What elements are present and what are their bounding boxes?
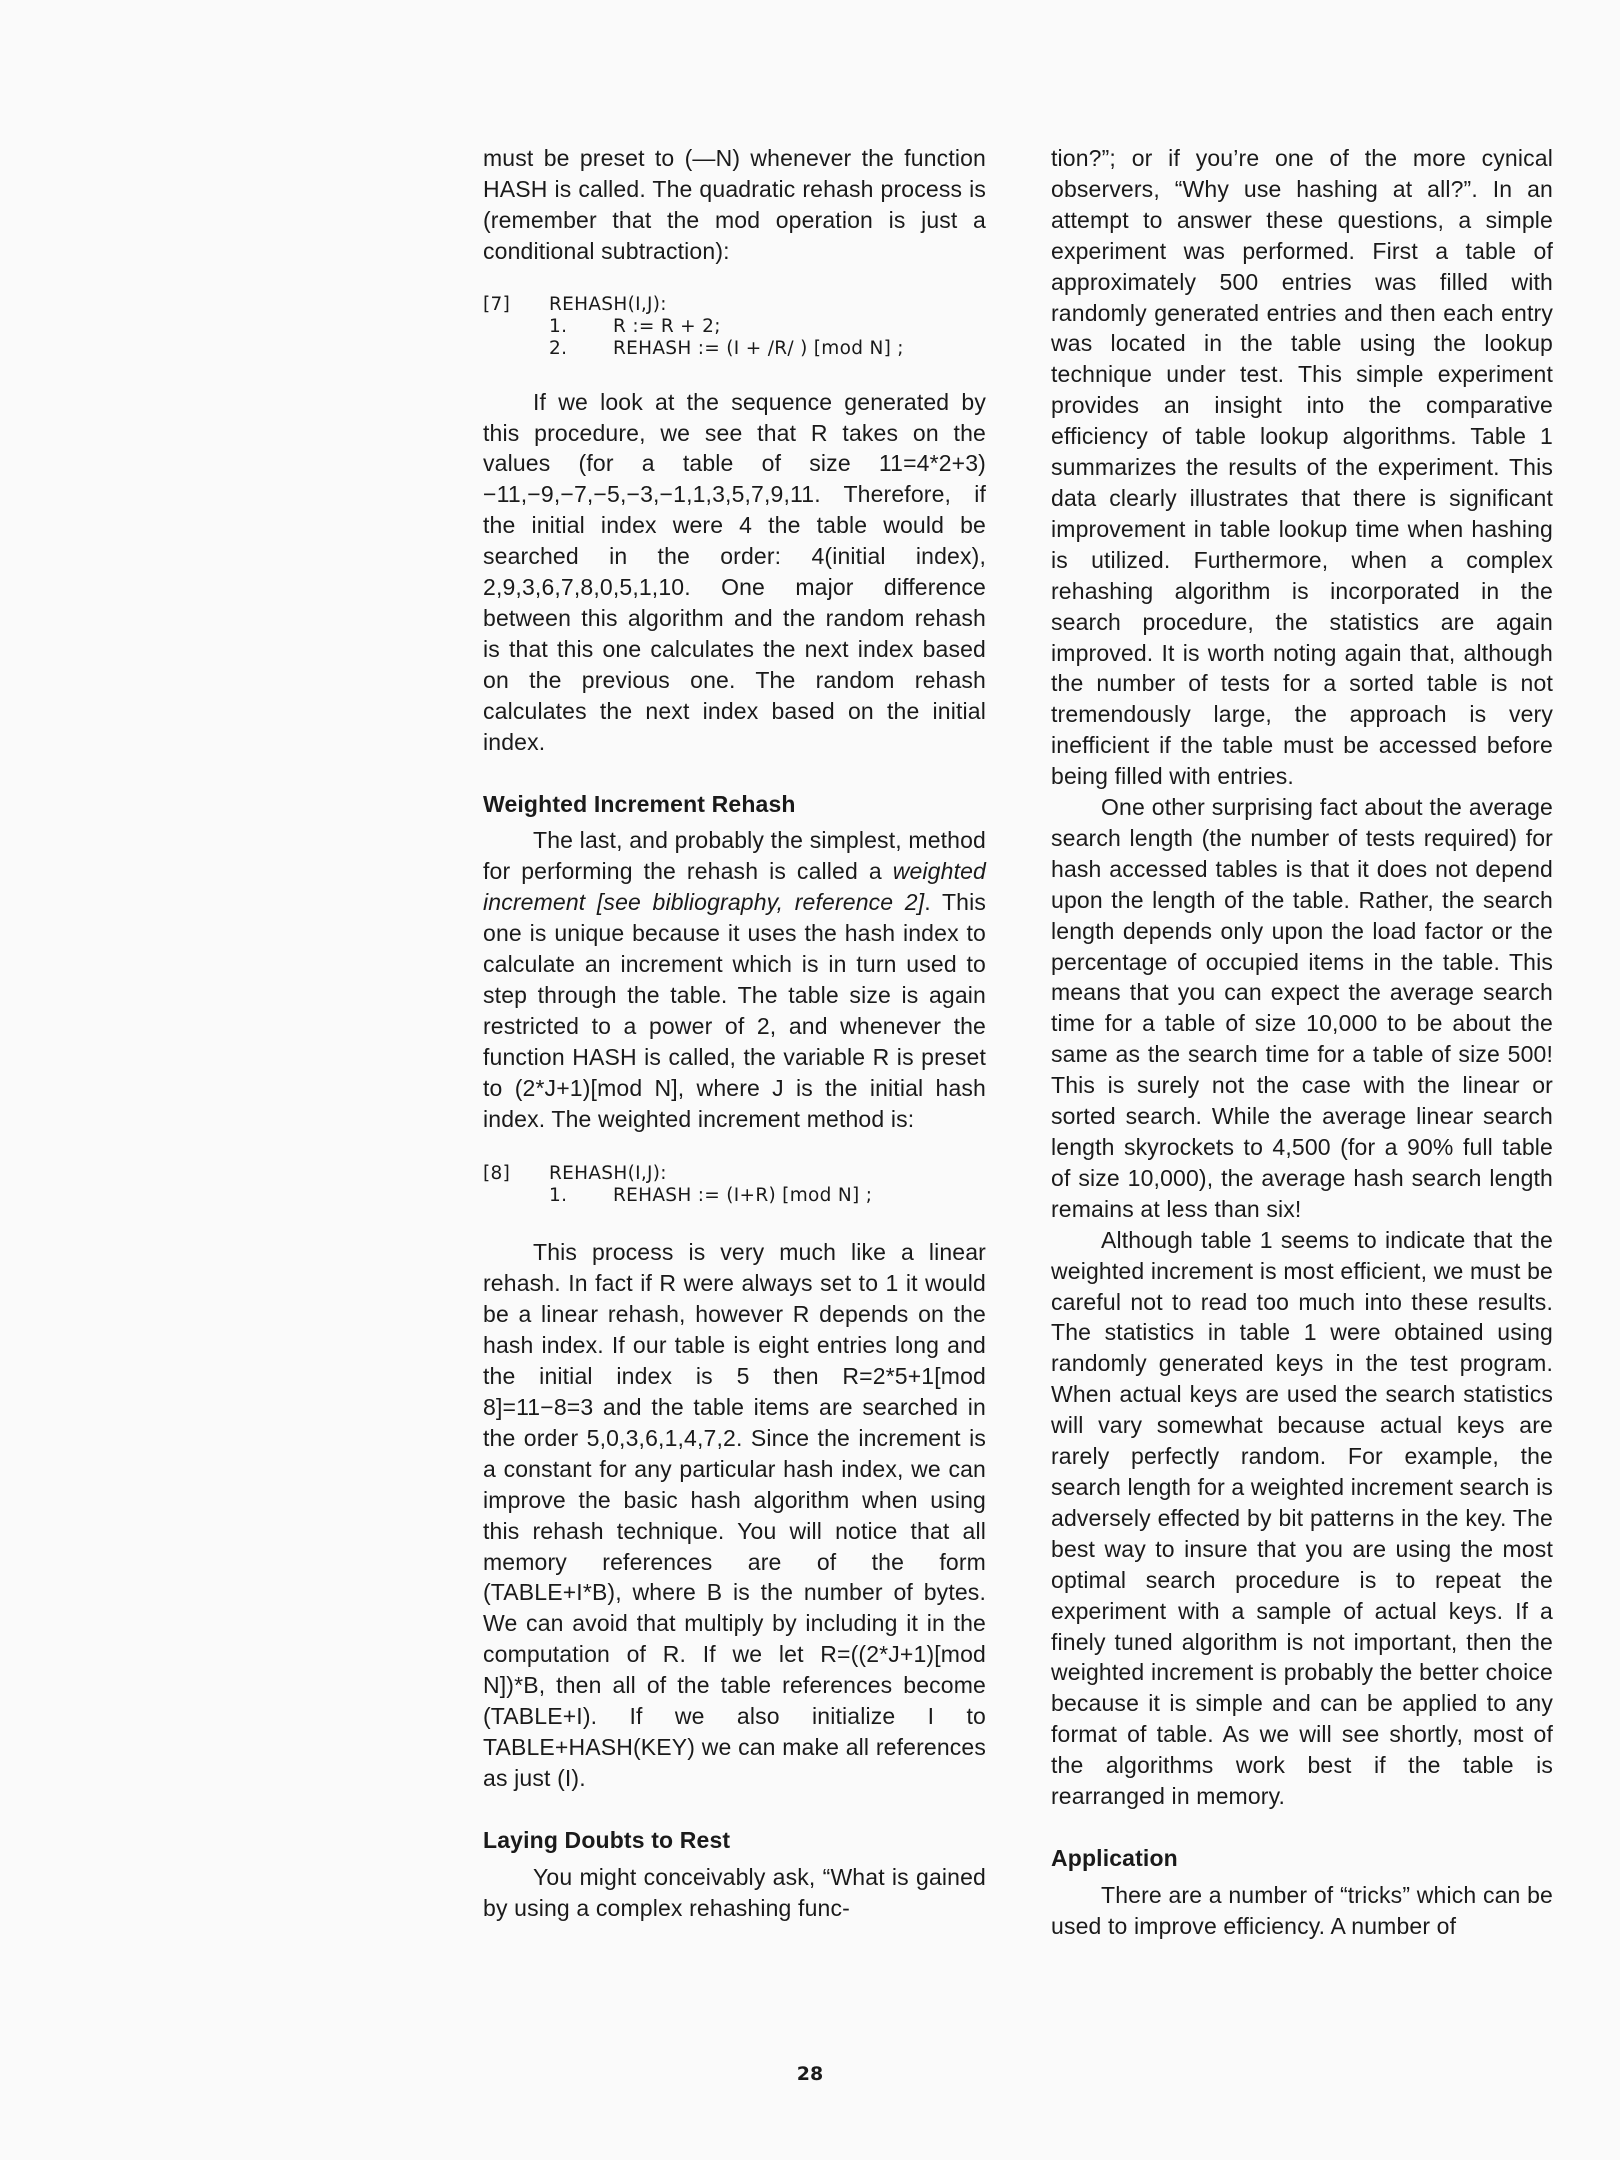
right-column	[1051, 143, 1553, 1942]
page-number: 28	[796, 2063, 824, 2085]
code-step-number: 2.	[549, 337, 568, 359]
spacer	[483, 360, 986, 387]
spacer	[483, 1207, 986, 1237]
code-step-number: 1.	[549, 1185, 568, 1207]
code-label: [8]	[483, 1163, 511, 1185]
paragraph-caveat: Although table 1 seems to indicate that the weighted increment is most efficient, we must be careful not to read too much into these results. The statistics in table 1 were obtained using randomly generated keys in the test program. When actual keys are used the search statistics will vary somewhat because actual keys are rarely perfectly random. For example, the search length for a weighted increment search is adversely effected by bit patterns in the key. The best way to insure that you are using the most optimal search procedure is to repeat the experiment with a sample of actual keys. If a finely tuned algorithm is not important, then the weighted increment is probably the better choice because it is simple and can be applied to any format of table. As we will see shortly, most of the algorithms work best if the table is rearranged in memory.	[1051, 1226, 1553, 1810]
paragraph-application: There are a number of “tricks” which can be used to improve efficiency. A number of	[1051, 1881, 1553, 1939]
paragraph-sequence: If we look at the sequence generated by this procedure, we see that R takes on the values (for a table of size 11=4*2+3) −11,−9,−7,−5,−3,−1,1,3,5,7,9,11. Therefore, if the initial index were 4 the table would be searched in the order: 4(initial index), 2,9,3,6,7,8,0,5,1,10. One major difference between this algorithm and the random rehash is that this one calculates the next index based on the previous one. The random rehash calculates the next index based on the initial index.	[483, 388, 986, 755]
spacer	[483, 758, 986, 789]
code-header: REHASH(I,J):	[549, 1163, 667, 1185]
code-step-text: R := R + 2;	[613, 315, 721, 337]
code-label: [7]	[483, 293, 511, 315]
code-block-8	[483, 1163, 986, 1207]
paragraph-weighted: The last, and probably the simplest, method for performing the rehash is called a weighted increment [see bibliography, reference 2]. This one is unique because it uses the hash index to calculate an increment which is in turn used to step through the table. The table size is again restricted to a power of 2, and whenever the function HASH is called, the variable R is preset to (2*J+1)[mod N], where J is the initial hash index. The weighted increment method is:	[483, 827, 986, 1132]
code-step-text: REHASH := (I + /R/ ) [mod N] ;	[613, 337, 904, 359]
spacer	[1051, 1812, 1553, 1843]
spacer	[483, 1794, 986, 1825]
spacer	[483, 1134, 986, 1165]
paragraph-doubts: You might conceivably ask, “What is gained by using a complex rehashing func-	[483, 1863, 986, 1921]
bibliography-reference: weighted increment [see bibliography, reference 2]	[483, 858, 986, 916]
paragraph-experiment: tion?”; or if you’re one of the more cynical observers, “Why use hashing at all?”. In an attempt to answer these questions, a simple experiment was performed. First a table of approximately 500 entries was filled with randomly generated entries and then each entry was located in the table using the lookup technique under test. This simple experiment provides an insight into the comparative efficiency of table lookup algorithms. Table 1 summarizes the results of the experiment. This data clearly illustrates that there is significant improvement in table lookup time when hashing is utilized. Furthermore, when a complex rehashing algorithm is incorporated in the search procedure, the statistics are again improved. It is worth noting again that, although the number of tests for a sorted table is not tremendously large, the approach is very inefficient if the table must be accessed before being filled with entries.	[1051, 145, 1553, 790]
section-heading-laying-doubts: Laying Doubts to Rest	[483, 1826, 731, 1853]
paragraph-process: This process is very much like a linear rehash. In fact if R were always set to 1 it would be a linear rehash, however R depends on the hash index. If our table is eight entries long and the initial index is 5 then R=2*5+1[mod 8]=11−8=3 and the table items are searched in the order 5,0,3,6,1,4,7,2. Since the increment is a constant for any particular hash index, we can improve the basic hash algorithm when using this rehash technique. You will notice that all memory references are of the form (TABLE+I*B), where B is the number of bytes. We can avoid that multiply by including it in the computation of R. If we let R=((2*J+1)[mod N])*B, then all of the table references become (TABLE+I). If we also initialize I to TABLE+HASH(KEY) we can make all references as just (I).	[483, 1239, 986, 1791]
section-heading-application: Application	[1051, 1844, 1178, 1871]
code-header: REHASH(I,J):	[549, 293, 667, 315]
paragraph-intro: must be preset to (—N) whenever the function HASH is called. The quadratic rehash process is (remember that the mod operation is just a conditional subtraction):	[483, 145, 986, 264]
code-step-number: 1.	[549, 315, 568, 337]
left-column	[483, 143, 986, 1924]
code-block-7	[483, 294, 986, 360]
paragraph-search-length: One other surprising fact about the average search length (the number of tests required) for hash accessed tables is that it does not depend upon the length of the table. Rather, the search length depends only upon the load factor or the percentage of occupied items in the table. This means that you can expect the average search time for a table of size 10,000 to be about the same as the search time for a table of size 500! This is surely not the case with the linear or sorted search. While the average linear search length skyrockets to 4,500 (for a 90% full table of size 10,000), the average hash search length remains at less than six!	[1051, 794, 1553, 1222]
code-step-text: REHASH := (I+R) [mod N] ;	[613, 1185, 873, 1207]
section-heading-weighted-increment: Weighted Increment Rehash	[483, 790, 796, 817]
